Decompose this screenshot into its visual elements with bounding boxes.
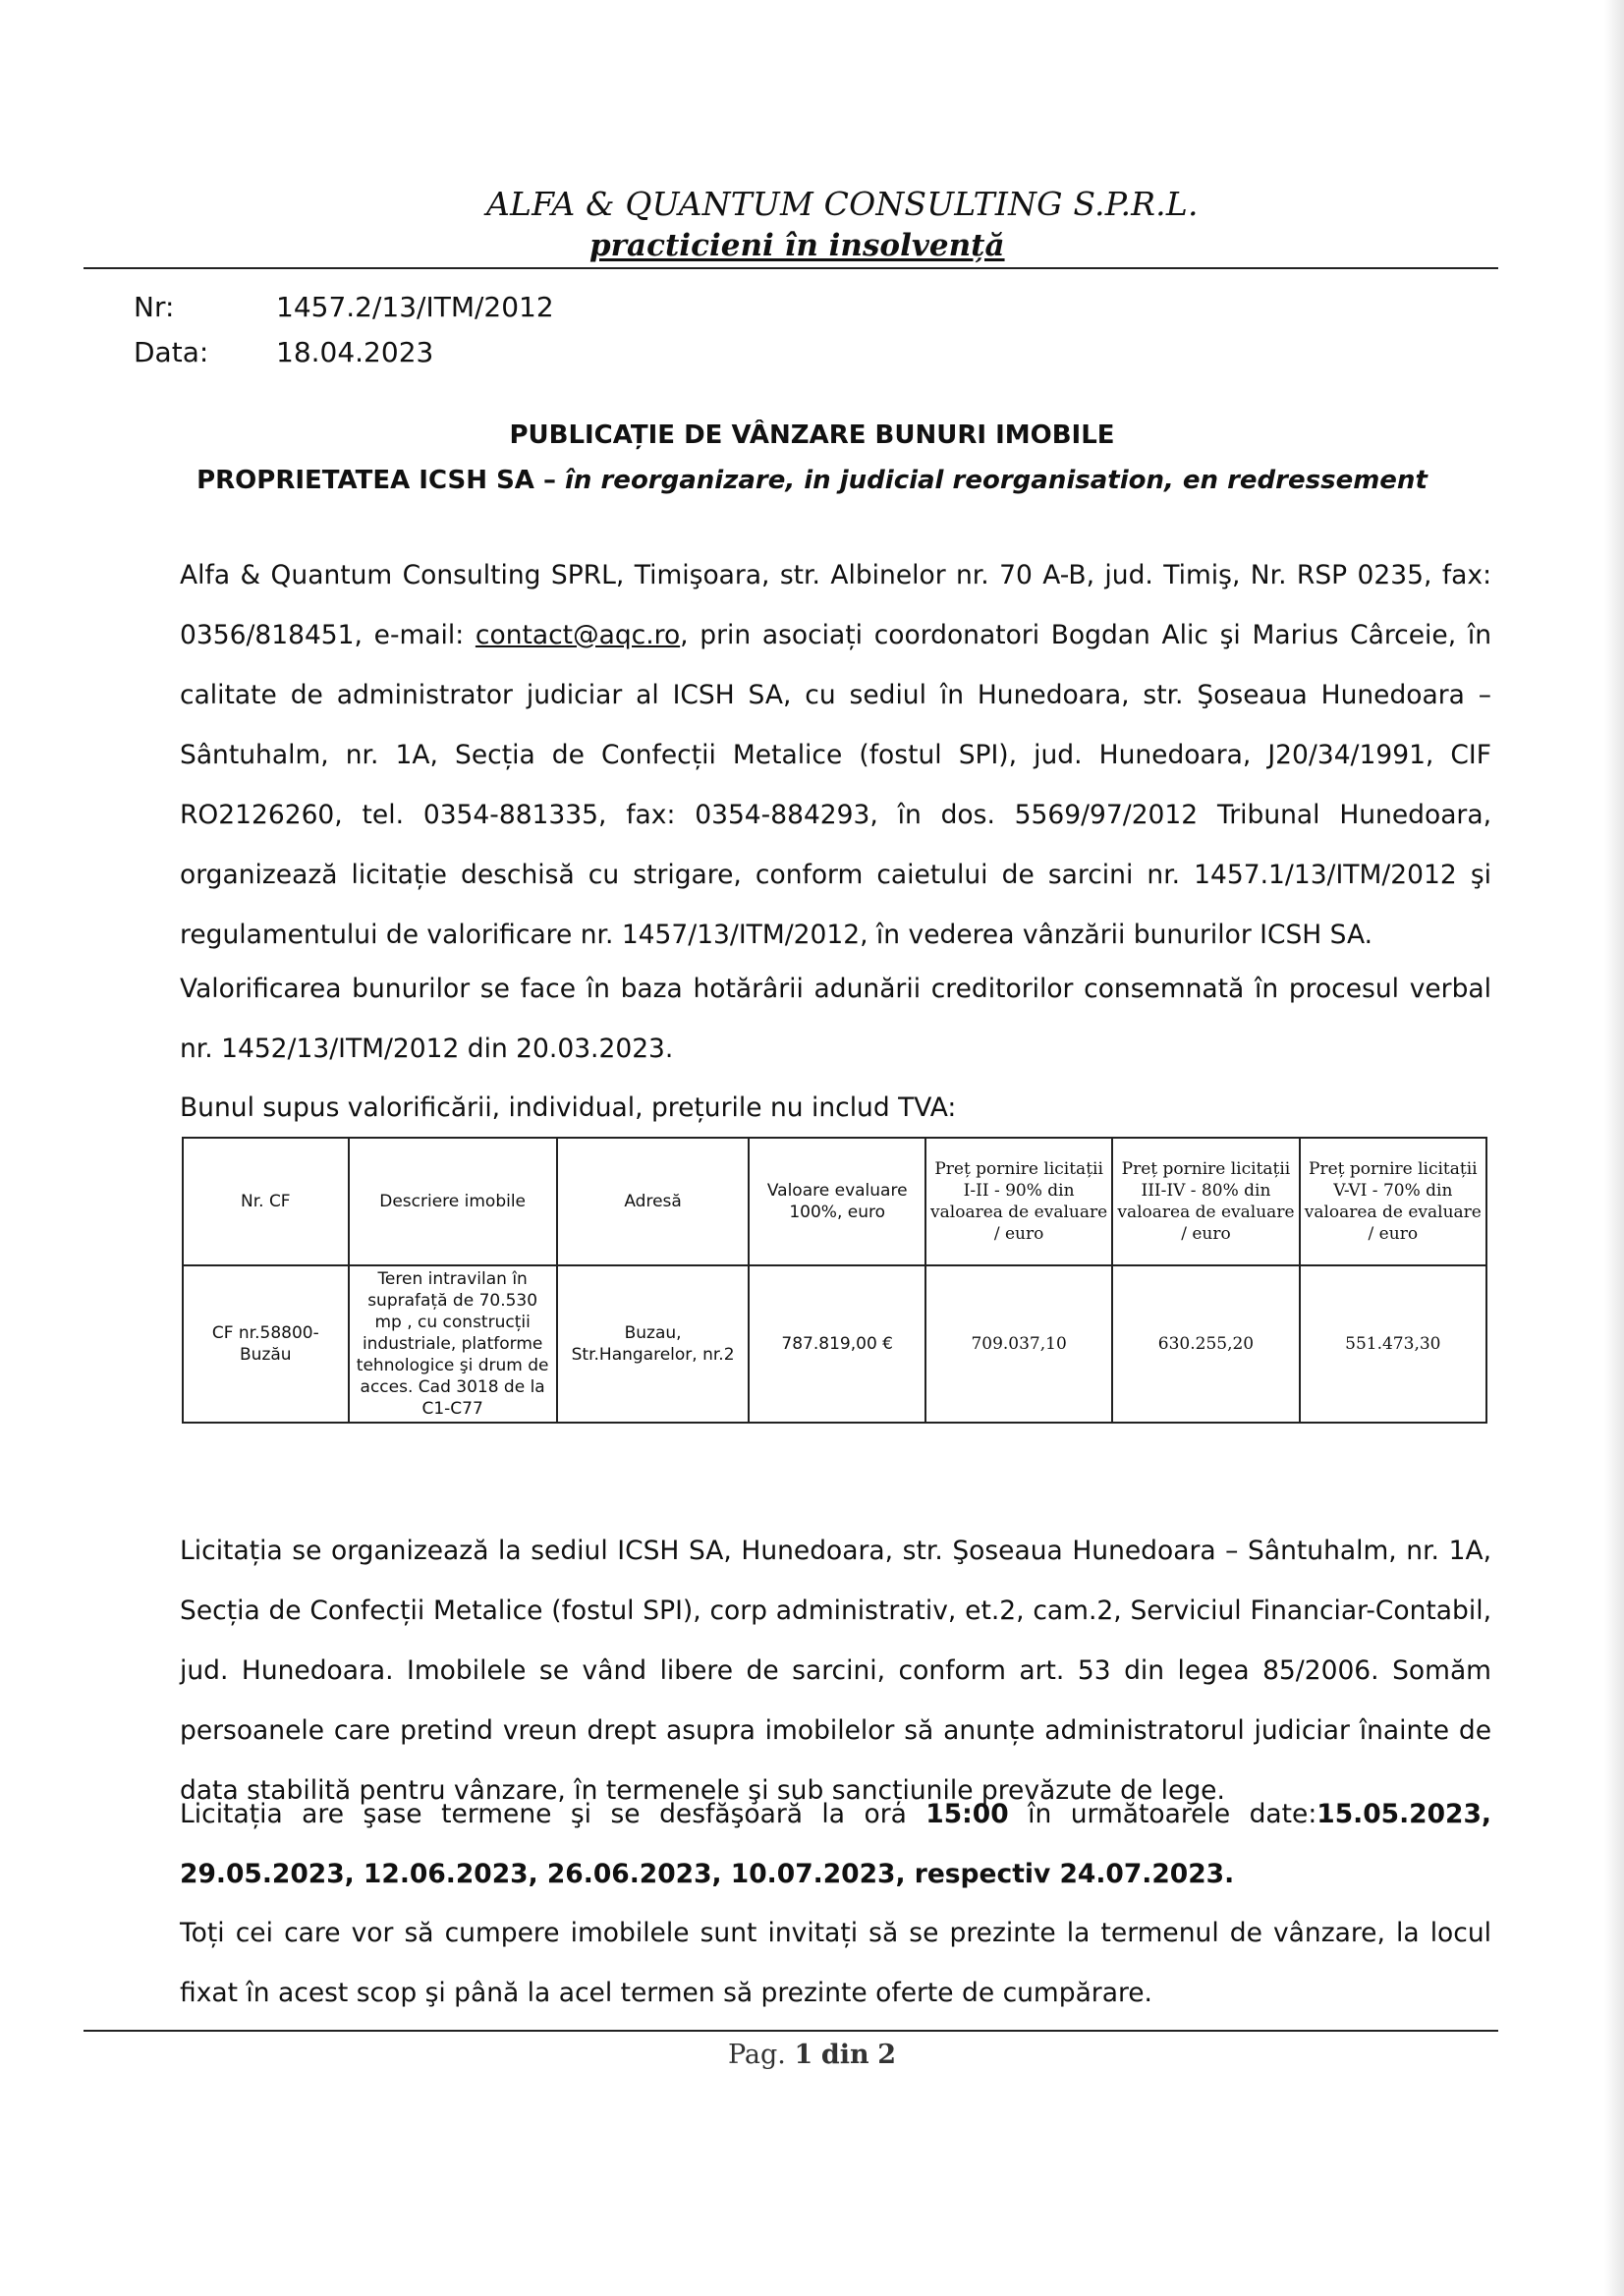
date-value: 18.04.2023 bbox=[276, 336, 434, 368]
page-current: 1 bbox=[794, 2040, 813, 2070]
page-middle: din bbox=[820, 2040, 869, 2070]
cell-description: Teren intravilan în suprafață de 70.530 mp , cu construcții industriale, platforme tehnologice şi drum de acces. Cad 3018 de la C1-C77 bbox=[349, 1265, 557, 1423]
auction-time: 15:00 bbox=[925, 1799, 1009, 1829]
paragraph-invitation bbox=[180, 1903, 1491, 2023]
subtitle-italic: în reorganizare, in judicial reorganisation, en redressement bbox=[565, 466, 1428, 495]
document-title: PUBLICAȚIE DE VÂNZARE BUNURI IMOBILE bbox=[509, 420, 1115, 450]
paragraph-auction-location bbox=[180, 1521, 1491, 1820]
company-subtitle: practicieni în insolvență bbox=[589, 228, 1005, 263]
number-label: Nr: bbox=[134, 291, 175, 323]
header-cell: Preț pornire licitații V-VI - 70% din valoarea de evaluare / euro bbox=[1300, 1138, 1486, 1265]
page-total: 2 bbox=[877, 2040, 897, 2070]
intro-text-b: , prin asociați coordonatori Bogdan Alic şi Marius Cârceie, în calitate de administrator judiciar al ICSH SA, cu sediul în Hunedoara, str. Şoseaua Hunedoara – Sântuhalm, nr. 1A, Secția de Confecții Metalice (fostul SPI), jud. Hunedoara, J20/34/1991, CIF RO2126260, tel. 0354-881335, fax: 0354-884293, în dos. 5569/97/2012 Tribunal Hunedoara, organizează licitație deschisă cu strigare, conform caietului de sarcini nr. 1457.1/13/ITM/2012 şi regulamentului de valorificare nr. 1457/13/ITM/2012, în vederea vânzării bunurilor ICSH SA. bbox=[180, 620, 1491, 950]
cell-address: Buzau, Str.Hangarelor, nr.2 bbox=[557, 1265, 750, 1423]
email-link[interactable]: contact@aqc.ro bbox=[475, 620, 681, 650]
intro-text-a: Alfa & Quantum Consulting SPRL, Timişoara, str. Albinelor nr. 70 A-B, jud. Timiş, Nr. RSP 0235, fax: 0356/818451, e-mail: bbox=[180, 560, 1491, 650]
header-divider bbox=[84, 267, 1498, 269]
subtitle-prefix: PROPRIETATEA ICSH SA – bbox=[196, 466, 566, 495]
page-prefix: Pag. bbox=[727, 2040, 786, 2070]
table-header-row bbox=[183, 1138, 1486, 1265]
invitation-text: Toți cei care vor să cumpere imobilele sunt invitați să se prezinte la termenul de vânzare, la locul fixat în acest scop şi până la acel termen să prezinte oferte de cumpărare. bbox=[180, 1918, 1491, 2008]
paragraph-auction-dates bbox=[180, 1784, 1491, 1904]
auction-dates: 15.05.2023, 29.05.2023, 12.06.2023, 26.06.2023, 10.07.2023, respectiv 24.07.2023. bbox=[180, 1799, 1491, 1889]
document-number bbox=[134, 291, 554, 323]
header-cell: Descriere imobile bbox=[349, 1138, 557, 1265]
document-subtitle bbox=[0, 466, 1624, 495]
page-number bbox=[0, 2040, 1624, 2070]
auction-location-text: Licitația se organizează la sediul ICSH SA, Hunedoara, str. Şoseaua Hunedoara – Sântuhalm, nr. 1A, Secția de Confecții Metalice (fostul SPI), corp administrativ, et.2, cam.2, Serviciul Financiar-Contabil, jud. Hunedoara. Imobilele se vând libere de sarcini, conform art. 53 din legea 85/2006. Somăm persoanele care pretind vreun drept asupra imobilelor să anunțe administratorul judiciar înainte de data stabilită pentru vânzare, în termenele şi sub sancțiunile prevăzute de lege. bbox=[180, 1536, 1491, 1806]
header-cell: Adresă bbox=[557, 1138, 750, 1265]
footer-divider bbox=[84, 2030, 1498, 2032]
cell-nr-cf: CF nr.58800-Buzău bbox=[183, 1265, 349, 1423]
paragraph-intro bbox=[180, 545, 1491, 965]
auction-dates-text-b: în următoarele date: bbox=[1008, 1799, 1317, 1829]
page-edge-shadow bbox=[1604, 0, 1624, 2296]
paragraph-asset-intro bbox=[180, 1078, 1491, 1138]
auction-dates-text-a: Licitația are şase termene şi se desfăşoară la ora bbox=[180, 1799, 926, 1829]
asset-intro-text: Bunul supus valorificării, individual, prețurile nu includ TVA: bbox=[180, 1092, 957, 1123]
header-cell: Valoare evaluare 100%, euro bbox=[749, 1138, 924, 1265]
valuation-basis-text: Valorificarea bunurilor se face în baza hotărârii adunării creditorilor consemnată în procesul verbal nr. 1452/13/ITM/2012 din 20.03.2023. bbox=[180, 974, 1491, 1064]
header-cell: Preț pornire licitații I-II - 90% din valoarea de evaluare / euro bbox=[925, 1138, 1112, 1265]
date-label: Data: bbox=[134, 336, 209, 368]
cell-valuation: 787.819,00 € bbox=[749, 1265, 924, 1423]
cell-price-80: 630.255,20 bbox=[1112, 1265, 1299, 1423]
cell-price-90: 709.037,10 bbox=[925, 1265, 1112, 1423]
header-cell: Nr. CF bbox=[183, 1138, 349, 1265]
document-date bbox=[134, 336, 433, 368]
table-row bbox=[183, 1265, 1486, 1423]
company-name: ALFA & QUANTUM CONSULTING S.P.R.L. bbox=[486, 185, 1199, 223]
header-cell: Preț pornire licitații III-IV - 80% din valoarea de evaluare / euro bbox=[1112, 1138, 1299, 1265]
paragraph-valuation-basis bbox=[180, 959, 1491, 1079]
cell-price-70: 551.473,30 bbox=[1300, 1265, 1486, 1423]
number-value: 1457.2/13/ITM/2012 bbox=[276, 291, 554, 323]
price-table bbox=[182, 1137, 1487, 1424]
